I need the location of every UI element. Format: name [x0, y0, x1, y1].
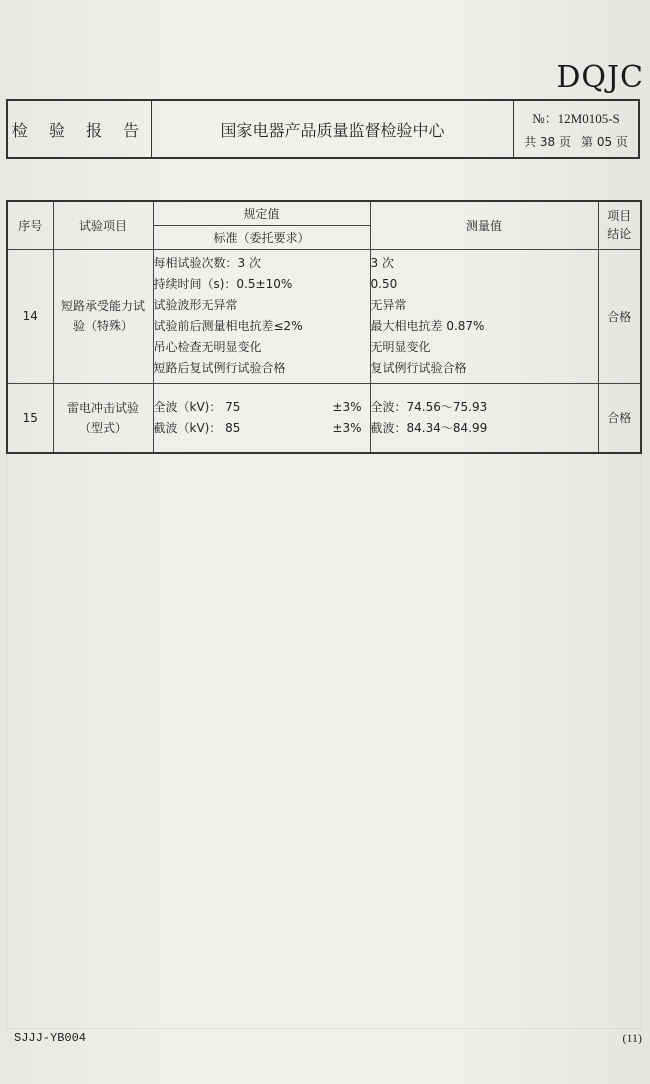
- header-spec: 规定值: [153, 201, 370, 225]
- header-no: 序号: [7, 201, 53, 249]
- total-pages: 共 38 页: [524, 135, 571, 149]
- measured-line: 全波：74.56～75.93: [370, 399, 488, 414]
- tolerance: ±3%: [332, 399, 362, 414]
- page-mark: (11): [622, 1031, 642, 1045]
- spec-line: 持续时间（s)：0.5±10%: [153, 277, 293, 291]
- spec-line: 短路后复试例行试验合格: [153, 361, 286, 375]
- row-result: 合格: [598, 249, 641, 383]
- row-item: 短路承受能力试验（特殊）: [53, 249, 153, 383]
- measured-line: 截波：84.34～84.99: [370, 420, 488, 435]
- tolerance: ±3%: [332, 420, 362, 435]
- row-result: 合格: [598, 383, 641, 453]
- row-no: 14: [7, 249, 53, 383]
- page-number: 第 05 页: [581, 135, 628, 149]
- header-item: 试验项目: [53, 201, 153, 249]
- row-spec: [153, 383, 370, 453]
- spec-line: 试验波形无异常: [153, 298, 238, 312]
- test-results-table: [6, 200, 642, 454]
- table-row: [7, 249, 641, 383]
- spec-line: 试验前后测量相电抗差≤2%: [153, 319, 303, 333]
- measured-line: 最大相电抗差 0.87%: [370, 319, 485, 333]
- table-row: [7, 383, 641, 453]
- header-result: 项目结论: [598, 201, 641, 249]
- row-item: 雷电冲击试验（型式）: [53, 383, 153, 453]
- logo-text: DQJC: [556, 60, 644, 95]
- header-measured: 测量值: [370, 201, 598, 249]
- report-title: 检 验 报 告: [8, 101, 152, 157]
- header-spec-sub: 标准（委托要求）: [153, 225, 370, 249]
- measured-line: 无明显变化: [370, 340, 431, 354]
- spec-line: 吊心检查无明显变化: [153, 340, 262, 354]
- bleed-through-area: [6, 452, 642, 1029]
- organization-name: 国家电器产品质量监督检验中心: [152, 101, 514, 157]
- row-measured: [370, 383, 598, 453]
- measured-line: 3 次: [370, 256, 394, 270]
- row-spec: [153, 249, 370, 383]
- report-number-block: [514, 101, 638, 157]
- form-code: SJJJ-YB004: [14, 1031, 87, 1045]
- spec-line: 每相试验次数：3 次: [153, 256, 261, 270]
- spec-line: 截波（kV)： 85: [153, 420, 241, 435]
- report-header: [6, 99, 640, 159]
- report-number: №：12M0105-S: [532, 111, 620, 126]
- measured-line: 0.50: [370, 277, 398, 291]
- row-no: 15: [7, 383, 53, 453]
- spec-line: 全波（kV)： 75: [153, 399, 241, 414]
- measured-line: 复试例行试验合格: [370, 361, 467, 375]
- measured-line: 无异常: [370, 298, 407, 312]
- row-measured: [370, 249, 598, 383]
